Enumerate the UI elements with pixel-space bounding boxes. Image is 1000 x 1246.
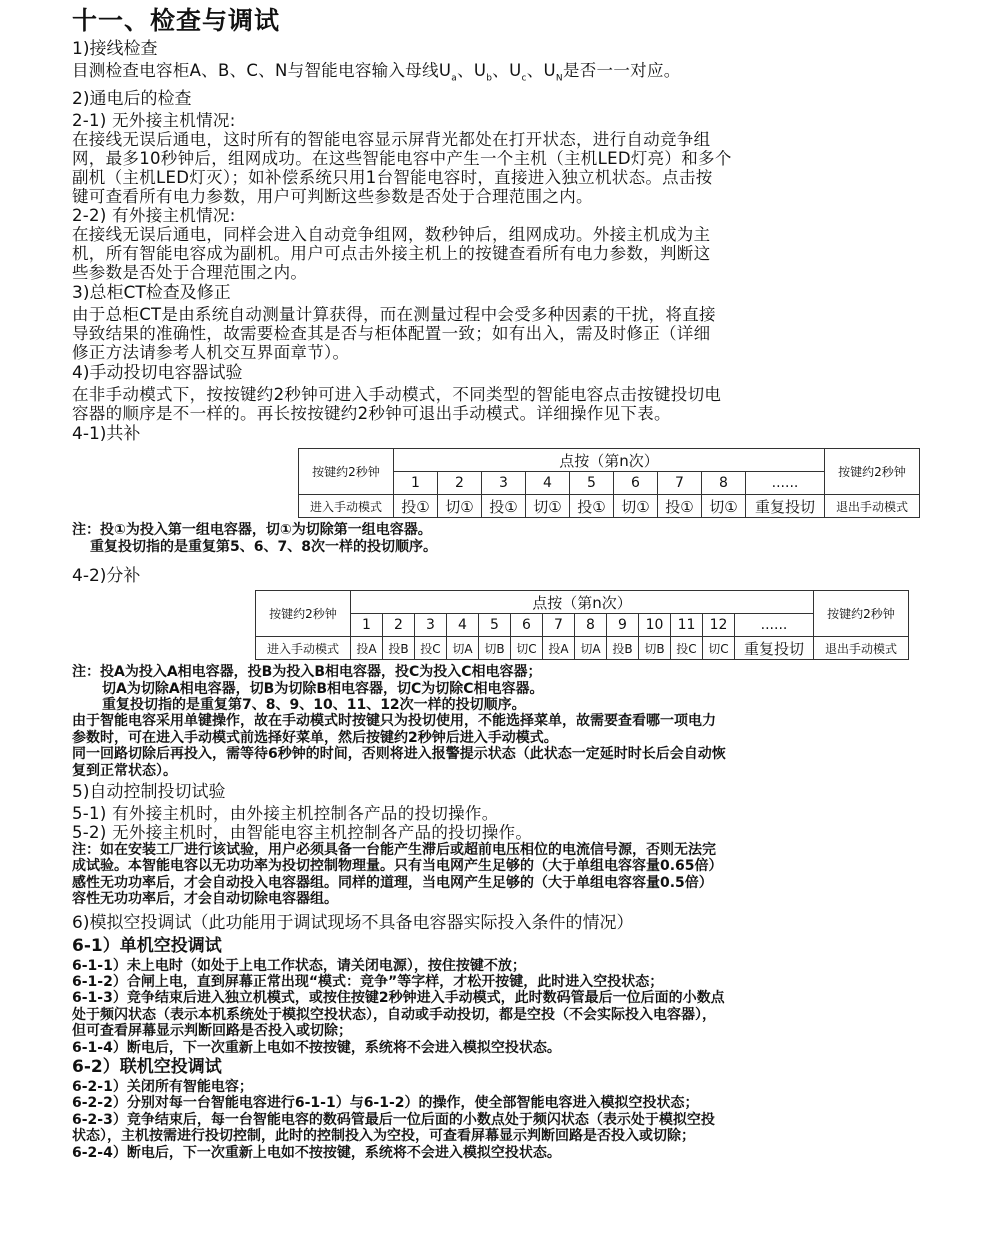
table-num-cell: 3 xyxy=(482,472,526,495)
table-action-cell: 切① xyxy=(702,495,746,518)
section-6-heading: 6)模拟空投调试（此功能用于调试现场不具备电容器实际投入条件的情况） xyxy=(72,912,634,933)
table-num-cell: 2 xyxy=(383,614,415,637)
s1-sub-a: a xyxy=(451,73,458,84)
section-6-1-heading: 6-1）单机空投调试 xyxy=(72,935,222,956)
s1-sep3: 、U xyxy=(526,61,556,80)
table-action-cell: 重复投切 xyxy=(735,637,814,660)
text-line: 些参数是否处于合理范围之内。 xyxy=(72,263,308,283)
section-1-heading: 1)接线检查 xyxy=(72,39,158,59)
step-line: 6-2-1）关闭所有智能电容； xyxy=(72,1079,253,1096)
step-line: 但可查看屏幕显示判断回路是否投入或切除； xyxy=(72,1023,352,1040)
table-action-cell: 投B xyxy=(607,637,639,660)
table-num-cell: 1 xyxy=(351,614,383,637)
text-line: 副机（主机LED灯灭）；如补偿系统只用1台智能电容时，直接进入独立机状态。点击按 xyxy=(72,168,713,188)
table-num-cell: 6 xyxy=(511,614,543,637)
table-action-cell: 切A xyxy=(447,637,479,660)
text-line: 在接线无误后通电，同样会进入自动竞争组网，数秒钟后，组网成功。外接主机成为主 xyxy=(72,225,711,245)
section-2-2-heading: 2-2) 有外接主机情况: xyxy=(72,206,236,226)
section-5-2: 5-2) 无外接主机时，由智能电容主机控制各产品的投切操作。 xyxy=(72,822,533,842)
table-action-cell: 投A xyxy=(543,637,575,660)
note-line: 由于智能电容采用单键操作，故在手动模式时按键只为投切使用，不能选择菜单，故需要查看哪一项电力 xyxy=(72,713,716,730)
step-line: 6-1-3）竞争结束后进入独立机模式，或按住按键2秒钟进入手动模式，此时数码管最后一位后面的小数点 xyxy=(72,990,725,1007)
table-action-cell: 切① xyxy=(614,495,658,518)
document-page xyxy=(72,0,972,1161)
table-action-cell: 投① xyxy=(394,495,438,518)
note-line: 参数时，可在进入手动模式前选择好菜单，然后按键约2秒钟后进入手动模式。 xyxy=(72,729,558,746)
text-line: 导致结果的准确性，故需要检查其是否与柜体配置一致；如有出入，需及时修正（详细 xyxy=(72,324,711,344)
table-num-cell: 10 xyxy=(639,614,671,637)
table-head-enter: 按键约2秒钟 xyxy=(299,449,394,495)
text-line: 网，最多10秒钟后，组网成功。在这些智能电容中产生一个主机（主机LED灯亮）和多个 xyxy=(72,149,732,169)
step-line: 状态），主机按需进行投切控制，此时的控制投入为空投，可查看屏幕显示判断回路是否投入或切除； xyxy=(72,1128,695,1145)
note-line: 注：如在安装工厂进行该试验，用户必须具备一台能产生滞后或超前电压相位的电流信号源，否则无法完 xyxy=(72,841,716,858)
manual-switch-table-split xyxy=(255,590,909,660)
note-line: 复到正常状态）。 xyxy=(72,762,177,779)
section-3-heading: 3)总柜CT检查及修正 xyxy=(72,283,231,304)
section-4-1-heading: 4-1)共补 xyxy=(72,424,141,445)
table1-note xyxy=(72,522,972,555)
table-head-exit: 按键约2秒钟 xyxy=(825,449,920,495)
table2-note xyxy=(72,664,972,779)
table-num-cell: 12 xyxy=(703,614,735,637)
table-num-cell: ...... xyxy=(735,614,814,637)
table-head-click: 点按（第n次） xyxy=(394,449,825,472)
section-6-1-body xyxy=(72,958,972,1056)
text-line: 容器的顺序是不一样的。再长按按键约2秒钟可退出手动模式。详细操作见下表。 xyxy=(72,404,671,424)
step-line: 6-2-2）分别对每一台智能电容进行6-1-1）与6-1-2）的操作，使全部智能电容进入模拟空投状态； xyxy=(72,1095,699,1112)
section-6-2-heading: 6-2）联机空投调试 xyxy=(72,1057,222,1078)
s1-sep2: 、U xyxy=(492,61,522,80)
note-line: 注：投①为投入第一组电容器，切①为切除第一组电容器。 xyxy=(72,522,432,539)
s1-sep1: 、U xyxy=(457,61,487,80)
section-6-2-body xyxy=(72,1079,972,1161)
text-line: 键可查看所有电力参数，用户可判断这些参数是否处于合理范围之内。 xyxy=(72,187,593,207)
table-action-cell: 切① xyxy=(526,495,570,518)
table-num-cell: 9 xyxy=(607,614,639,637)
table-action-cell: 投① xyxy=(482,495,526,518)
table-num-cell: 4 xyxy=(526,472,570,495)
section-2-2-body xyxy=(72,225,972,282)
note-line: 容性无功功率后，才会自动切除电容器组。 xyxy=(72,891,338,908)
table-action-cell: 投A xyxy=(351,637,383,660)
table-action-cell: 重复投切 xyxy=(746,495,825,518)
text-line: 机，所有智能电容成为副机。用户可点击外接主机上的按键查看所有电力参数，判断这 xyxy=(72,244,711,264)
table-num-cell: ...... xyxy=(746,472,825,495)
table-action-cell: 切A xyxy=(575,637,607,660)
table-head-exit: 按键约2秒钟 xyxy=(814,591,909,637)
section-5-1: 5-1) 有外接主机时，由外接主机控制各产品的投切操作。 xyxy=(72,803,499,823)
table-num-cell: 8 xyxy=(575,614,607,637)
step-line: 6-2-4）断电后，下一次重新上电如不按按键，系统将不会进入模拟空投状态。 xyxy=(72,1144,561,1161)
table-action-cell: 投C xyxy=(671,637,703,660)
section-2-1-heading: 2-1) 无外接主机情况: xyxy=(72,111,236,131)
s1-sub-n: N xyxy=(555,73,563,84)
s1-sub-c: c xyxy=(521,73,527,84)
note-line: 注：投A为投入A相电容器，投B为投入B相电容器，投C为投入C相电容器； xyxy=(72,664,542,681)
section-2-1-body xyxy=(72,130,972,206)
note-line: 切A为切除A相电容器，切B为切除B相电容器，切C为切除C相电容器。 xyxy=(102,680,544,697)
note-line: 重复投切指的是重复第5、6、7、8次一样的投切顺序。 xyxy=(90,538,437,555)
table-action-cell: 切C xyxy=(703,637,735,660)
table-num-cell: 6 xyxy=(614,472,658,495)
s1-text-post: 是否一一对应。 xyxy=(562,61,681,80)
text-line: 由于总柜CT是由系统自动测量计算获得，而在测量过程中会受多种因素的干扰，将直接 xyxy=(72,305,716,325)
table-enter-manual: 进入手动模式 xyxy=(256,637,351,660)
text-line: 在非手动模式下，按按键约2秒钟可进入手动模式，不同类型的智能电容点击按键投切电 xyxy=(72,385,722,405)
table-num-cell: 7 xyxy=(543,614,575,637)
table-action-cell: 投B xyxy=(383,637,415,660)
section-2-heading: 2)通电后的检查 xyxy=(72,89,192,110)
table-num-cell: 1 xyxy=(394,472,438,495)
manual-switch-table-common xyxy=(298,448,920,518)
table-head-enter: 按键约2秒钟 xyxy=(256,591,351,637)
table-exit-manual: 退出手动模式 xyxy=(814,637,909,660)
table-exit-manual: 退出手动模式 xyxy=(825,495,920,518)
table-action-cell: 投① xyxy=(658,495,702,518)
table-num-cell: 3 xyxy=(415,614,447,637)
step-line: 6-1-4）断电后，下一次重新上电如不按按键，系统将不会进入模拟空投状态。 xyxy=(72,1039,561,1056)
page-title: 十一、检查与调试 xyxy=(72,6,281,35)
table-action-cell: 切B xyxy=(479,637,511,660)
table-num-cell: 2 xyxy=(438,472,482,495)
table-action-cell: 投C xyxy=(415,637,447,660)
section-4-heading: 4)手动投切电容器试验 xyxy=(72,363,243,384)
table-head-click: 点按（第n次） xyxy=(351,591,814,614)
s1-text-pre: 目测检查电容柜A、B、C、N与智能电容输入母线U xyxy=(72,61,452,80)
note-line: 同一回路切除后再投入，需等待6秒钟的时间，否则将进入报警提示状态（此状态一定延时时长后会自动恢 xyxy=(72,746,726,763)
s1-sub-b: b xyxy=(486,73,493,84)
step-line: 6-1-2）合闸上电，直到屏幕正常出现“模式：竞争”等字样，才松开按键，此时进入空投状态； xyxy=(72,973,664,990)
table-num-cell: 11 xyxy=(671,614,703,637)
text-line: 在接线无误后通电，这时所有的智能电容显示屏背光都处在打开状态，进行自动竞争组 xyxy=(72,130,711,150)
note-line: 感性无功功率后，才会自动投入电容器组。同样的道理，当电网产生足够的（大于单组电容容量0.5倍） xyxy=(72,874,713,891)
section-5-note xyxy=(72,842,972,908)
table-num-cell: 5 xyxy=(570,472,614,495)
table-action-cell: 切① xyxy=(438,495,482,518)
section-4-2-heading: 4-2)分补 xyxy=(72,566,141,587)
table-action-cell: 切B xyxy=(639,637,671,660)
step-line: 处于频闪状态（表示本机系统处于模拟空投状态），自动或手动投切，都是空投（不会实际投入电容器）， xyxy=(72,1006,716,1023)
table-action-cell: 投① xyxy=(570,495,614,518)
section-5-heading: 5)自动控制投切试验 xyxy=(72,781,226,802)
note-line: 重复投切指的是重复第7、8、9、10、11、12次一样的投切顺序。 xyxy=(102,696,526,713)
section-4-body xyxy=(72,385,972,423)
table-action-cell: 切C xyxy=(511,637,543,660)
table-num-cell: 5 xyxy=(479,614,511,637)
table-num-cell: 7 xyxy=(658,472,702,495)
step-line: 6-2-3）竞争结束后，每一台智能电容的数码管最后一位后面的小数点处于频闪状态（表示处于模拟空投 xyxy=(72,1111,715,1128)
table-num-cell: 8 xyxy=(702,472,746,495)
text-line: 修正方法请参考人机交互界面章节）。 xyxy=(72,343,350,363)
section-1-text xyxy=(72,61,972,88)
section-3-body xyxy=(72,305,972,362)
note-line: 成试验。本智能电容以无功功率为投切控制物理量。只有当电网产生足够的（大于单组电容容量0.65倍） xyxy=(72,858,723,875)
table-enter-manual: 进入手动模式 xyxy=(299,495,394,518)
table-num-cell: 4 xyxy=(447,614,479,637)
step-line: 6-1-1）未上电时（如处于上电工作状态，请关闭电源），按住按键不放； xyxy=(72,957,526,974)
